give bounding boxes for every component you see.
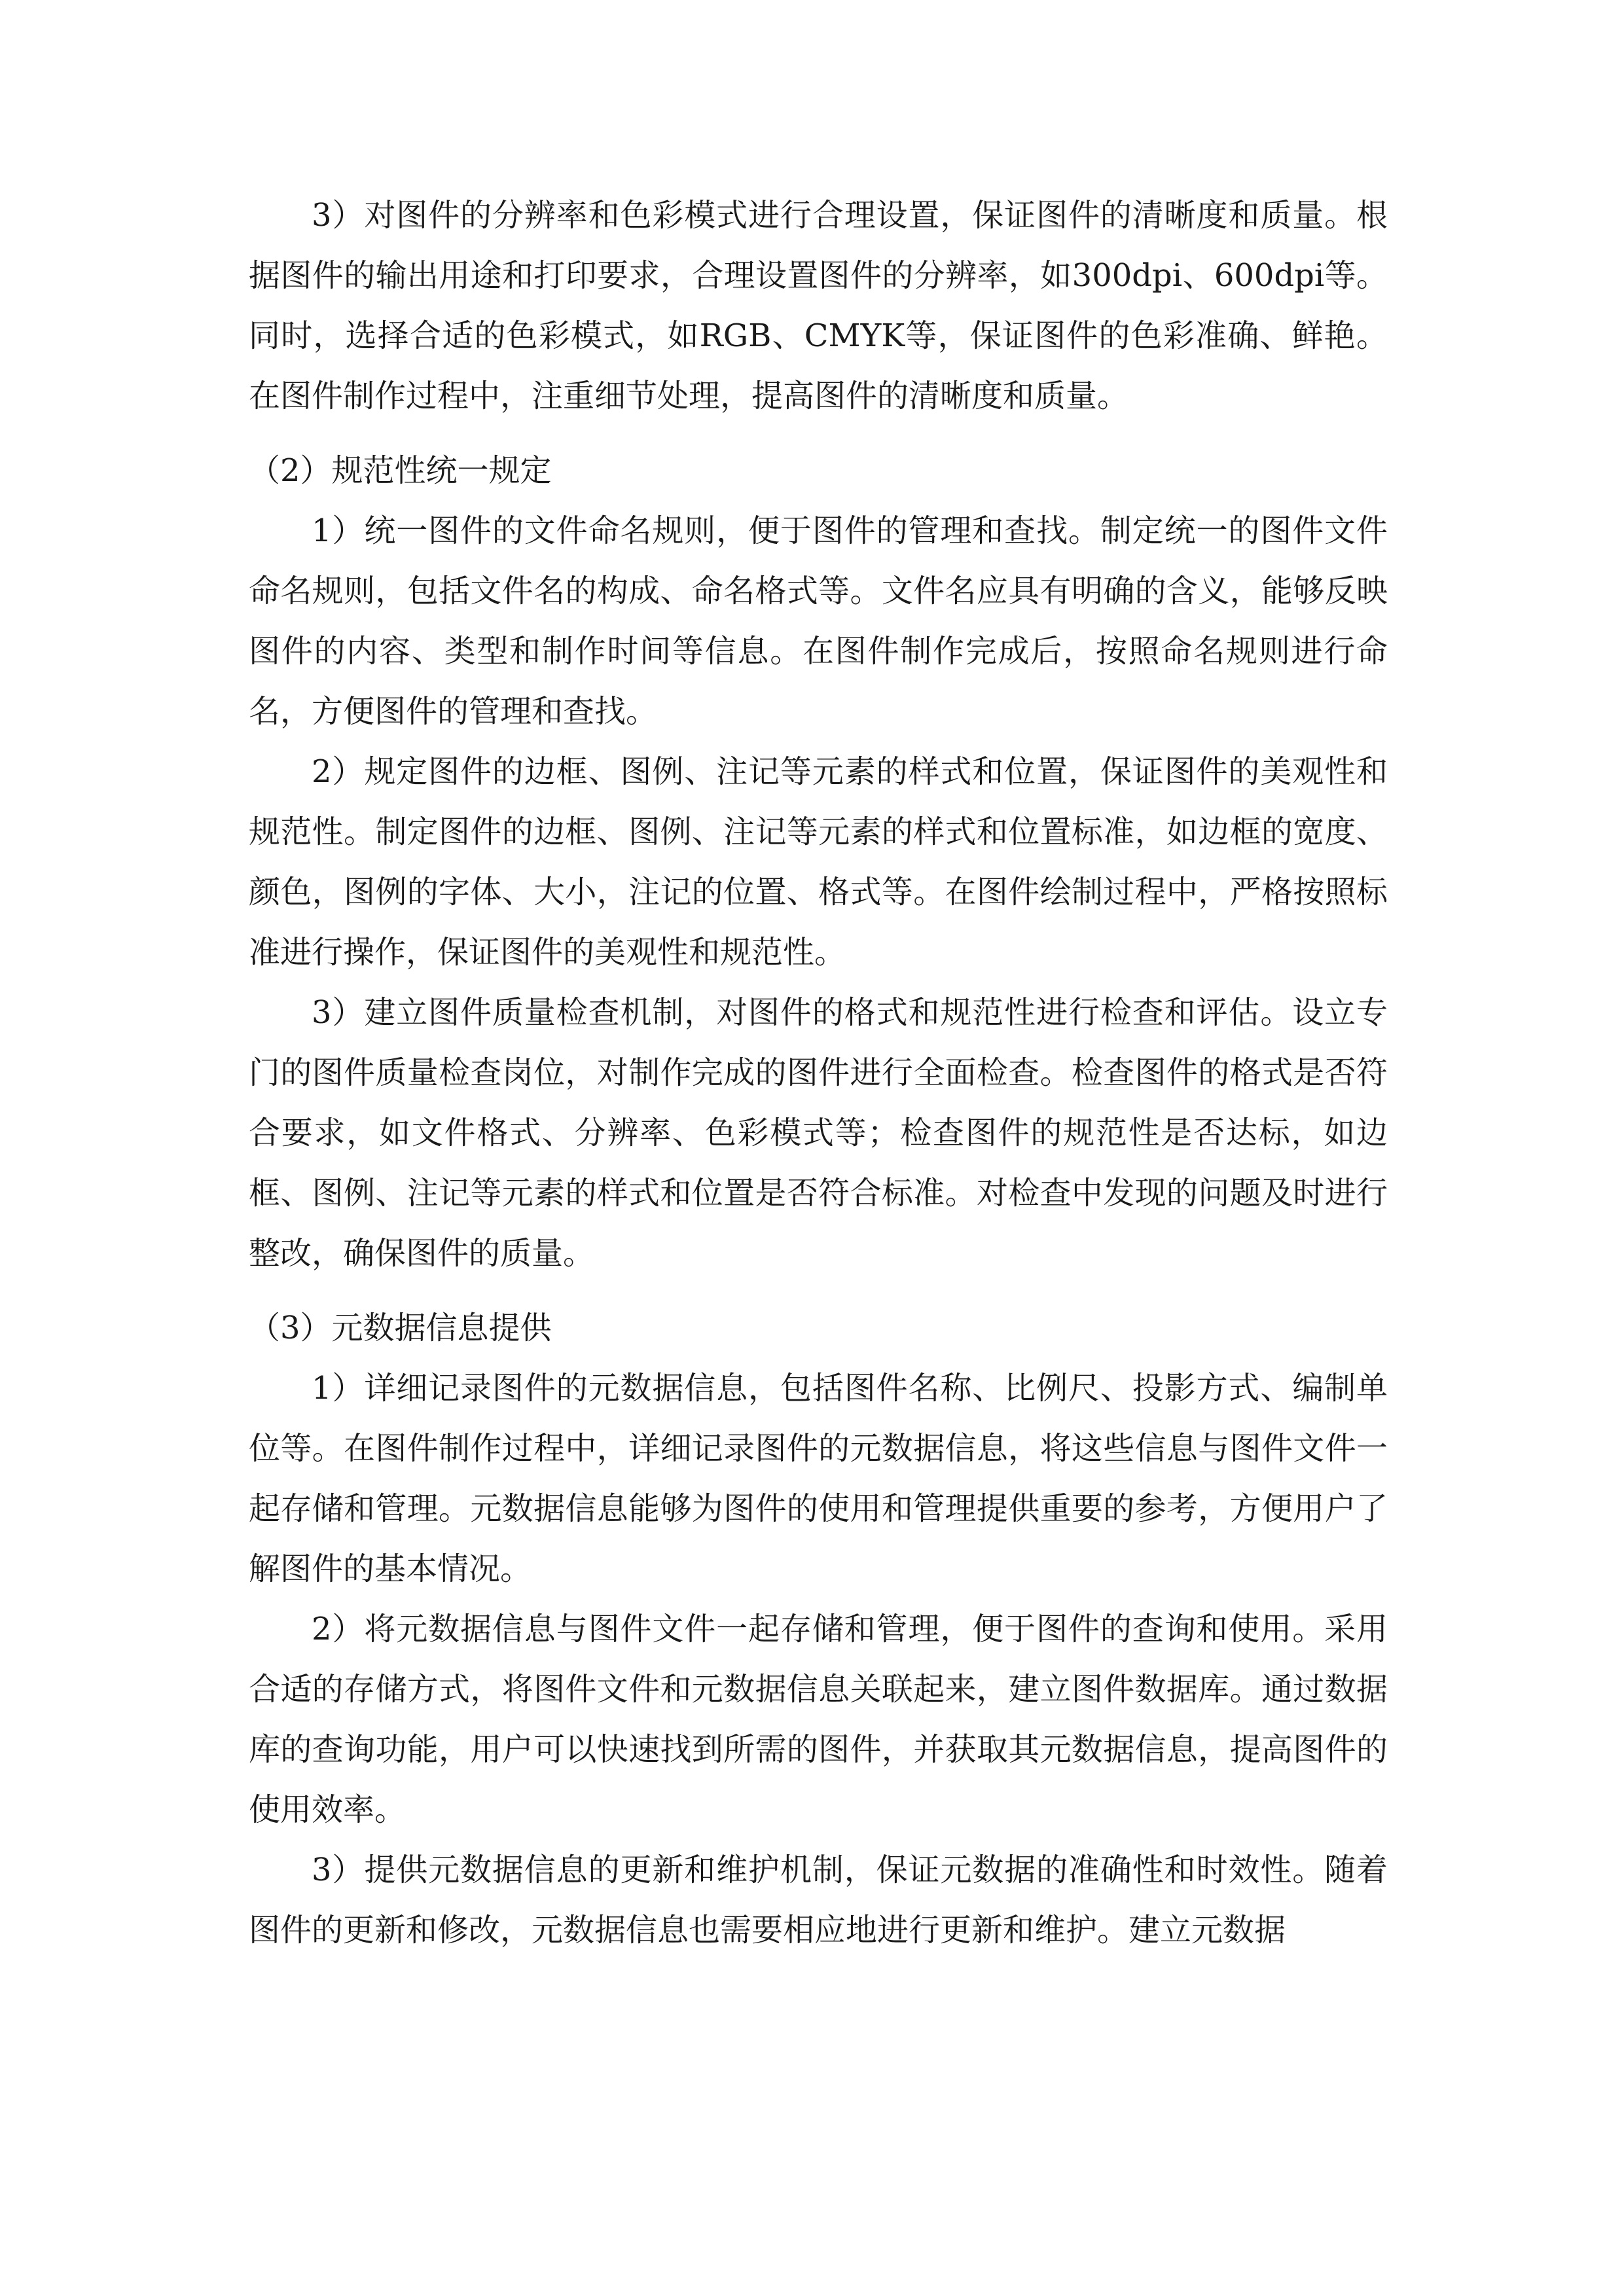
paragraph-frame-legend-annotation: 2）规定图件的边框、图例、注记等元素的样式和位置，保证图件的美观性和规范性。制定图件的边框、图例、注记等元素的样式和位置标准，如边框的宽度、颜色，图例的字体、大小，注记的位置、格式等。在图件绘制过程中，严格按照标准进行操作，保证图件的美观性和规范性。 <box>249 753 1388 971</box>
paragraph-metadata-maintenance: 3）提供元数据信息的更新和维护机制，保证元数据的准确性和时效性。随着图件的更新和修改，元数据信息也需要相应地进行更新和维护。建立元数据 <box>249 1852 1388 1948</box>
paragraph-file-naming: 1）统一图件的文件命名规则，便于图件的管理和查找。制定统一的图件文件命名规则，包括文件名的构成、命名格式等。文件名应具有明确的含义，能够反映图件的内容、类型和制作时间等信息。在图件制作完成后，按照命名规则进行命名，方便图件的管理和查找。 <box>249 512 1388 730</box>
document-body <box>249 185 1388 1960</box>
section-heading-metadata: （3）元数据信息提供 <box>249 1310 552 1346</box>
paragraph-resolution-color-mode: 3）对图件的分辨率和色彩模式进行合理设置，保证图件的清晰度和质量。根据图件的输出用途和打印要求，合理设置图件的分辨率，如300dpi、600dpi等。同时，选择合适的色彩模式，如RGB、CMYK等，保证图件的色彩准确、鲜艳。在图件制作过程中，注重细节处理，提高图件的清晰度和质量。 <box>249 197 1388 414</box>
paragraph-quality-check: 3）建立图件质量检查机制，对图件的格式和规范性进行检查和评估。设立专门的图件质量检查岗位，对制作完成的图件进行全面检查。检查图件的格式是否符合要求，如文件格式、分辨率、色彩模式等；检查图件的规范性是否达标，如边框、图例、注记等元素的样式和位置是否符合标准。对检查中发现的问题及时进行整改，确保图件的质量。 <box>249 994 1388 1272</box>
paragraph-metadata-record: 1）详细记录图件的元数据信息，包括图件名称、比例尺、投影方式、编制单位等。在图件制作过程中，详细记录图件的元数据信息，将这些信息与图件文件一起存储和管理。元数据信息能够为图件的使用和管理提供重要的参考，方便用户了解图件的基本情况。 <box>249 1370 1388 1587</box>
paragraph-metadata-storage: 2）将元数据信息与图件文件一起存储和管理，便于图件的查询和使用。采用合适的存储方式，将图件文件和元数据信息关联起来，建立图件数据库。通过数据库的查询功能，用户可以快速找到所需的图件，并获取其元数据信息，提高图件的使用效率。 <box>249 1611 1388 1828</box>
section-heading-standardization: （2）规范性统一规定 <box>249 452 552 489</box>
